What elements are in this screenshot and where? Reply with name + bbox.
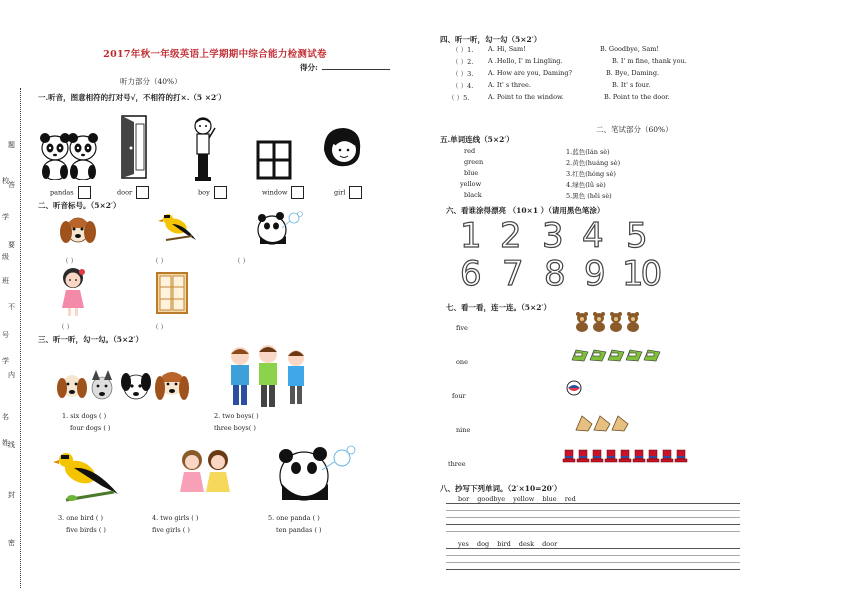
q3-option-b[interactable]: B. Bye, Daming. [606,69,660,77]
margin-field: 班 [2,277,9,285]
binding-margin [4,40,30,560]
section7-heading: 七、看一看，连一连。（5×2′） [446,303,551,312]
copy-words-row2: yes dog bird desk door [458,540,558,548]
answer-box[interactable] [136,186,149,199]
writing-line[interactable] [446,548,740,549]
answer-bracket[interactable]: （ ） [58,323,74,331]
section5-heading: 五.单词连线（5×2′） [440,135,514,144]
section1-heading: 一.听音，图意相符的打对号√，不相符的打×.（5 ×2′） [38,93,226,102]
word-blue[interactable]: blue [464,169,479,177]
outline-digit-6[interactable]: 6 [460,254,482,294]
section8-heading: 八、抄写下列单词。（2′×10=20′） [440,484,562,493]
option-four-dogs[interactable]: four dogs ( ) [70,424,111,432]
section6-heading: 六、看谁涂得漂亮 （10×1 ）（请用黑色笔涂） [446,206,605,215]
item-boy: boy [198,186,227,199]
window-picture [256,140,292,180]
outline-digit-3[interactable]: 3 [542,216,564,256]
answer-box[interactable] [214,186,227,199]
item-girl: girl [334,186,362,199]
option-one-bird[interactable]: 3. one bird ( ) [58,514,103,522]
option-one-panda[interactable]: 5. one panda ( ) [268,514,320,522]
margin-label: 密 [8,539,15,547]
writing-line[interactable] [446,562,740,563]
section2-heading: 二、听音标号。（5×2′） [38,201,121,210]
written-part-heading: 二、笔试部分（60%） [596,125,673,134]
margin-field: 校 [2,177,9,185]
score-label: 得分: [300,63,318,72]
answer-bracket[interactable]: （ ） [62,257,78,265]
margin-label: 封 [8,491,15,499]
girl-color-picture [58,266,88,318]
dogs-picture [56,366,196,408]
meaning-3[interactable]: 3.红色(hóng sè) [566,170,616,178]
q3-option-a[interactable]: A. How are you, Daming? [488,69,572,77]
hats-picture[interactable] [562,448,690,464]
outline-digit-1[interactable]: 1 [460,216,482,256]
section4-heading: 四、听一听，勾一勾（5×2′） [440,35,542,44]
q1-option-b[interactable]: B. Goodbye, Sam! [600,45,660,53]
item-window: window [262,186,304,199]
answer-bracket[interactable]: （ ） [234,257,250,265]
answer-box[interactable] [349,186,362,199]
listening-part-heading: 听力部分（40%） [120,77,182,86]
q1-option-a[interactable]: A. Hi, Sam! [488,45,526,53]
meaning-2[interactable]: 2.黄色(huáng sè) [566,159,621,167]
answer-bracket[interactable]: （ ） [152,323,168,331]
ball-picture[interactable] [566,380,582,396]
count-word-four[interactable]: four [452,392,466,400]
dog-picture [60,214,96,248]
outline-digit-10[interactable]: 10 [622,254,660,294]
margin-label: 不 [8,303,15,311]
sharpeners-picture[interactable] [574,414,630,432]
option-five-girls[interactable]: five girls ( ) [152,526,190,534]
score-field [300,62,390,73]
door-picture [118,112,152,180]
option-six-dogs[interactable]: 1. six dogs ( ) [62,412,107,420]
item-pandas: pandas [50,186,91,199]
boys-picture [226,344,310,410]
option-two-girls[interactable]: 4. two girls ( ) [152,514,199,522]
q2-option-b[interactable]: B. I' m fine, thank you. [612,57,687,65]
q5-option-a[interactable]: A. Point to the window. [488,93,564,101]
teddy-bears-picture[interactable] [574,312,644,332]
panda-bubble-picture [256,208,304,248]
option-two-boys[interactable]: 2. two boys( ) [214,412,259,420]
answer-box[interactable] [291,186,304,199]
writing-line[interactable] [446,555,740,556]
outline-digit-5[interactable]: 5 [626,216,648,256]
outline-digit-8[interactable]: 8 [544,254,566,294]
window-color-picture [156,272,188,314]
q5-number[interactable]: （ ）5. [448,94,470,102]
bird-picture [158,210,198,246]
margin-label: 线 [8,441,15,449]
exam-title: 2017年秋一年级英语上学期期中综合能力检测试卷 [103,49,327,60]
count-word-nine[interactable]: nine [456,426,471,434]
margin-field: 号 [2,331,9,339]
margin-field: 学 [2,357,9,365]
writing-line[interactable] [446,517,740,518]
section3-heading: 三、听一听，勾一勾。（5×2′） [38,335,143,344]
margin-field: 级 [2,253,9,261]
boy-picture [188,116,218,182]
writing-line[interactable] [446,524,740,525]
pandas-picture [38,132,100,180]
pencils-picture[interactable] [570,348,662,362]
q5-option-b[interactable]: B. Point to the door. [604,93,670,101]
option-three-boys[interactable]: three boys( ) [214,424,256,432]
option-ten-pandas[interactable]: ten pandas ( ) [276,526,322,534]
copy-words-row1: bor goodbye yellow blue red [458,495,576,503]
margin-field: 学 [2,213,9,221]
q2-number[interactable]: （ ）2. [452,58,474,66]
q4-number[interactable]: （ ）4. [452,82,474,90]
margin-field: 姓 [2,439,9,447]
option-five-birds[interactable]: five birds ( ) [66,526,106,534]
writing-line[interactable] [446,569,740,570]
q2-option-a[interactable]: A .Hello, I' m Lingling. [488,57,563,65]
girl-picture [320,126,364,170]
word-black[interactable]: black [464,191,482,199]
count-word-one[interactable]: one [456,358,468,366]
writing-line[interactable] [446,531,740,532]
count-word-five[interactable]: five [456,324,468,332]
girls-picture [176,448,236,498]
item-door: door [117,186,149,199]
margin-label: 题 [8,141,15,149]
meaning-1[interactable]: 1.蓝色(lán sè) [566,148,610,156]
outline-digit-9[interactable]: 9 [584,254,606,294]
outline-digit-2[interactable]: 2 [500,216,522,256]
margin-field: 名 [2,413,9,421]
meaning-4[interactable]: 4.绿色(lǜ sè) [566,181,606,189]
q1-number[interactable]: （ ）1. [452,46,474,54]
answer-box[interactable] [78,186,91,199]
meaning-5[interactable]: 5.黑色 (hēi sè) [566,192,612,200]
word-green[interactable]: green [464,158,484,166]
writing-line[interactable] [446,503,740,504]
score-blank[interactable] [322,69,390,70]
margin-label: 内 [8,371,15,379]
margin-label: 答 [8,181,15,189]
panda-large-picture [276,442,356,504]
outline-digit-7[interactable]: 7 [502,254,524,294]
writing-line[interactable] [446,510,740,511]
count-word-three[interactable]: three [448,460,466,468]
outline-digit-4[interactable]: 4 [582,216,604,256]
seal-dotted-line [20,88,21,588]
q4-option-b[interactable]: B. It' s four. [612,81,651,89]
answer-bracket[interactable]: （ ） [152,257,168,265]
q3-number[interactable]: （ ）3. [452,70,474,78]
margin-label: 要 [8,241,15,249]
bird-branch-picture [52,448,122,508]
word-red[interactable]: red [464,147,476,155]
word-yellow[interactable]: yellow [460,180,482,188]
q4-option-a[interactable]: A. It' s three. [488,81,531,89]
